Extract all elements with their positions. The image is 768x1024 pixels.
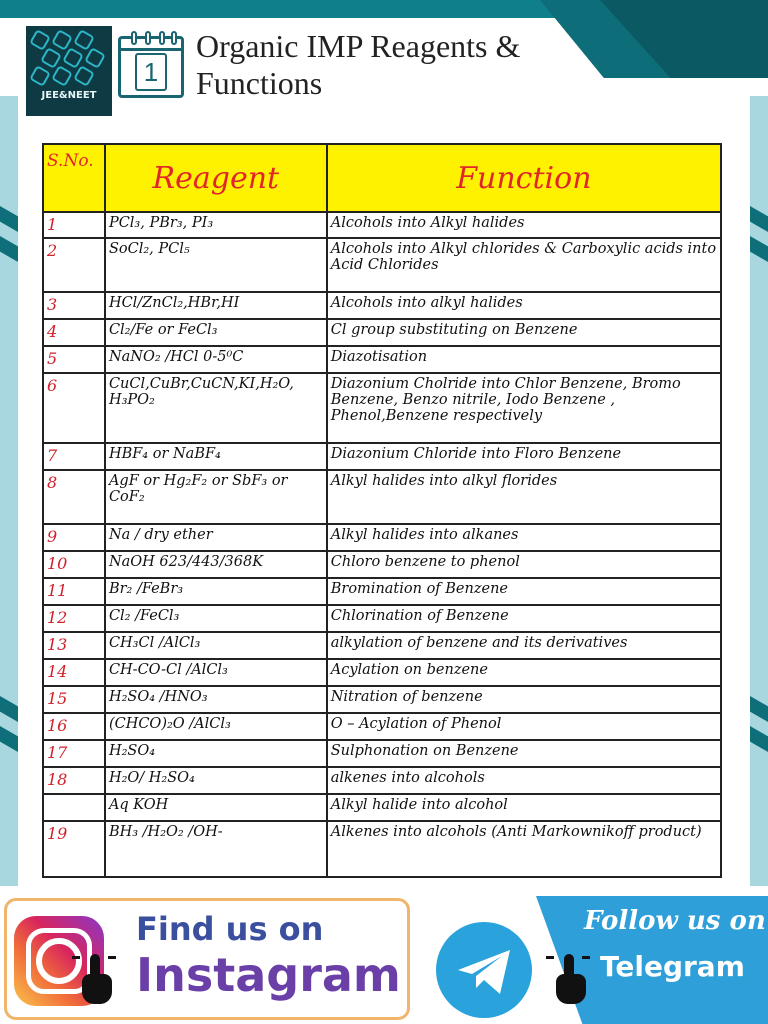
pointing-hand-icon: [552, 946, 588, 1006]
row-sno: 19: [43, 821, 105, 877]
row-function: alkenes into alcohols: [327, 767, 721, 794]
row-function: Alkyl halides into alkanes: [327, 524, 721, 551]
calendar-number: 1: [135, 53, 167, 91]
column-header-reagent: Reagent: [105, 144, 327, 212]
table-row: [43, 767, 721, 794]
row-function: Acylation on benzene: [327, 659, 721, 686]
row-function: Sulphonation on Benzene: [327, 740, 721, 767]
table-row: [43, 212, 721, 238]
table-row: [43, 292, 721, 319]
row-sno: 17: [43, 740, 105, 767]
row-reagent: (CHCO)₂O /AlCl₃: [105, 713, 327, 740]
table-row: [43, 686, 721, 713]
table-row: [43, 443, 721, 470]
row-reagent: HBF₄ or NaBF₄: [105, 443, 327, 470]
telegram-icon[interactable]: [436, 922, 532, 1018]
row-sno: 13: [43, 632, 105, 659]
row-sno: 9: [43, 524, 105, 551]
row-function: Alcohols into alkyl halides: [327, 292, 721, 319]
row-sno: 12: [43, 605, 105, 632]
row-reagent: BH₃ /H₂O₂ /OH-: [105, 821, 327, 877]
row-function: Alkyl halide into alcohol: [327, 794, 721, 821]
row-function: alkylation of benzene and its derivatives: [327, 632, 721, 659]
table-header-row: [43, 144, 721, 212]
row-sno: 2: [43, 238, 105, 292]
row-function: Diazonium Cholride into Chlor Benzene, Bromo Benzene, Benzo nitrile, Iodo Benzene , Phenol,Benzene respectively: [327, 373, 721, 443]
row-function: Diazotisation: [327, 346, 721, 373]
row-function: Cl group substituting on Benzene: [327, 319, 721, 346]
row-sno: 1: [43, 212, 105, 238]
row-function: Alcohols into Alkyl halides: [327, 212, 721, 238]
row-sno: 7: [43, 443, 105, 470]
table-row: [43, 524, 721, 551]
instagram-find-text: Find us on: [136, 910, 324, 948]
row-sno: 14: [43, 659, 105, 686]
row-reagent: Na / dry ether: [105, 524, 327, 551]
table-row: [43, 605, 721, 632]
row-reagent: AgF or Hg₂F₂ or SbF₃ or CoF₂: [105, 470, 327, 524]
row-reagent: NaNO₂ /HCl 0-5⁰C: [105, 346, 327, 373]
row-function: Nitration of benzene: [327, 686, 721, 713]
row-sno: 3: [43, 292, 105, 319]
right-side-strip: [750, 96, 768, 886]
table-row: [43, 740, 721, 767]
row-function: Alcohols into Alkyl chlorides & Carboxylic acids into Acid Chlorides: [327, 238, 721, 292]
row-sno: 4: [43, 319, 105, 346]
row-sno: 11: [43, 578, 105, 605]
row-sno: 5: [43, 346, 105, 373]
pointing-hand-icon: [78, 946, 114, 1006]
column-header-sno: S.No.: [43, 144, 105, 212]
instagram-name[interactable]: Instagram: [136, 948, 401, 1002]
row-reagent: HCl/ZnCl₂,HBr,HI: [105, 292, 327, 319]
row-reagent: Br₂ /FeBr₃: [105, 578, 327, 605]
telegram-follow-text: Follow us on: [584, 906, 766, 936]
row-reagent: CH-CO-Cl /AlCl₃: [105, 659, 327, 686]
row-sno: 18: [43, 767, 105, 794]
logo-text: JEE&NEET: [41, 90, 97, 101]
row-reagent: Aq KOH: [105, 794, 327, 821]
row-sno: 8: [43, 470, 105, 524]
row-reagent: CuCl,CuBr,CuCN,KI,H₂O, H₃PO₂: [105, 373, 327, 443]
reagents-table: [42, 143, 722, 878]
row-reagent: H₂O/ H₂SO₄: [105, 767, 327, 794]
table-row: [43, 794, 721, 821]
row-sno: 15: [43, 686, 105, 713]
row-reagent: Cl₂ /FeCl₃: [105, 605, 327, 632]
page-title: Organic IMP Reagents & Functions: [196, 28, 521, 101]
brand-logo: [26, 26, 112, 116]
row-function: Alkenes into alcohols (Anti Markownikoff product): [327, 821, 721, 877]
left-side-strip: [0, 96, 18, 886]
table-row: [43, 578, 721, 605]
column-header-function: Function: [327, 144, 721, 212]
row-reagent: NaOH 623/443/368K: [105, 551, 327, 578]
table-row: [43, 238, 721, 292]
table-row: [43, 632, 721, 659]
calendar-icon: [118, 36, 184, 98]
table-row: [43, 470, 721, 524]
table-row: [43, 319, 721, 346]
row-reagent: SoCl₂, PCl₅: [105, 238, 327, 292]
row-sno: [43, 794, 105, 821]
row-reagent: PCl₃, PBr₃, PI₃: [105, 212, 327, 238]
telegram-name[interactable]: Telegram: [600, 950, 745, 983]
row-reagent: CH₃Cl /AlCl₃: [105, 632, 327, 659]
row-function: Chloro benzene to phenol: [327, 551, 721, 578]
table-row: [43, 659, 721, 686]
row-function: Diazonium Chloride into Floro Benzene: [327, 443, 721, 470]
table-row: [43, 713, 721, 740]
table-row: [43, 373, 721, 443]
row-sno: 6: [43, 373, 105, 443]
row-sno: 10: [43, 551, 105, 578]
row-reagent: H₂SO₄ /HNO₃: [105, 686, 327, 713]
row-function: O – Acylation of Phenol: [327, 713, 721, 740]
row-function: Alkyl halides into alkyl florides: [327, 470, 721, 524]
row-reagent: H₂SO₄: [105, 740, 327, 767]
row-sno: 16: [43, 713, 105, 740]
table-row: [43, 821, 721, 877]
row-reagent: Cl₂/Fe or FeCl₃: [105, 319, 327, 346]
row-function: Bromination of Benzene: [327, 578, 721, 605]
table-row: [43, 346, 721, 373]
table-row: [43, 551, 721, 578]
row-function: Chlorination of Benzene: [327, 605, 721, 632]
